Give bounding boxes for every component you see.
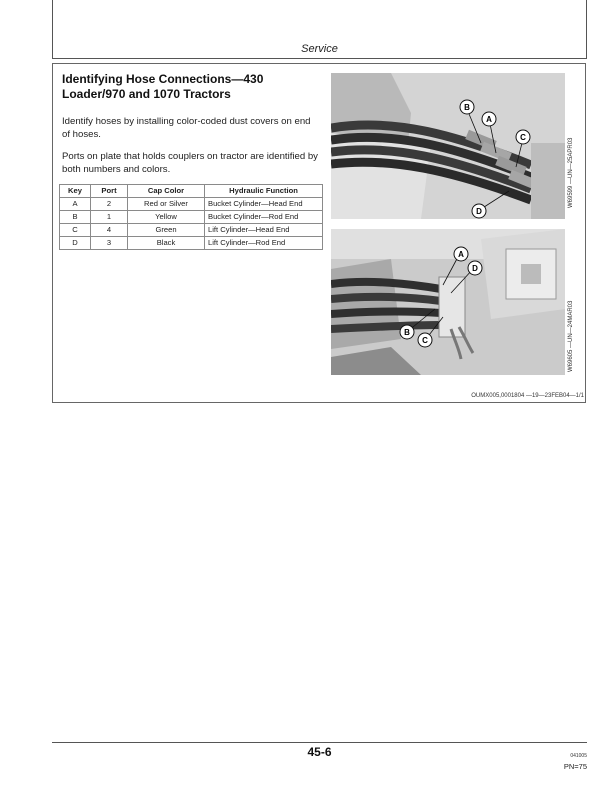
callout-a: [454, 247, 468, 261]
cell-key: A: [60, 198, 91, 211]
cell-cap-color: Black: [128, 237, 205, 250]
cell-port: 2: [91, 198, 128, 211]
cell-key: C: [60, 224, 91, 237]
cell-port: 1: [91, 211, 128, 224]
table-row: [60, 198, 323, 211]
callout-label: C: [520, 133, 526, 142]
callout-label: A: [486, 115, 492, 124]
table-row: [60, 224, 323, 237]
callout-label: A: [458, 250, 464, 259]
callout-label: D: [472, 264, 478, 273]
header-rule: [52, 58, 587, 59]
callout-d: [468, 261, 482, 275]
callout-c: [516, 130, 530, 144]
callout-b: [400, 325, 414, 339]
coupler-plate-photo: [331, 229, 565, 375]
cell-key: D: [60, 237, 91, 250]
callout-label: C: [422, 336, 428, 345]
paragraph-ports: Ports on plate that holds couplers on tractor are identified by both numbers and colors.: [62, 151, 318, 175]
figure-code: W69605 —UN—24MAR03: [568, 300, 574, 372]
callout-label: D: [476, 207, 482, 216]
cell-port: 3: [91, 237, 128, 250]
cell-cap-color: Red or Silver: [128, 198, 205, 211]
page-title: Identifying Hose Connections—430 Loader/970 and 1070 Tractors: [62, 72, 264, 101]
header-key: Key: [60, 185, 91, 198]
callout-c: [418, 333, 432, 347]
callout-label: B: [464, 103, 470, 112]
header-port: Port: [91, 185, 128, 198]
footer-rule: [52, 742, 587, 743]
cell-port: 4: [91, 224, 128, 237]
callout-label: B: [404, 328, 410, 337]
table-row: [60, 237, 323, 250]
hose-connection-table: [59, 184, 323, 250]
callout-a: [482, 112, 496, 126]
reference-code: OUMX005,0001804 —19—23FEB04—1/1: [471, 393, 584, 399]
cell-function: Bucket Cylinder—Rod End: [205, 211, 323, 224]
footer-code: 041005: [570, 753, 587, 759]
section-label: Service: [301, 43, 338, 55]
footer-pn: PN=75: [563, 762, 587, 771]
callout-d: [472, 204, 486, 218]
cell-cap-color: Yellow: [128, 211, 205, 224]
paragraph-dust-covers: Identify hoses by installing color-coded dust covers on end of hoses.: [62, 116, 311, 140]
figure-code: W69599 —UN—25APR03: [568, 137, 574, 208]
callout-b: [460, 100, 474, 114]
hose-bundle-photo: [331, 73, 565, 219]
cell-cap-color: Green: [128, 224, 205, 237]
page-number: 45-6: [307, 745, 332, 759]
cell-function: Lift Cylinder—Head End: [205, 224, 323, 237]
header-cap-color: Cap Color: [128, 185, 205, 198]
table-row: [60, 211, 323, 224]
cell-function: Lift Cylinder—Rod End: [205, 237, 323, 250]
table-header-row: [60, 185, 323, 198]
cell-function: Bucket Cylinder—Head End: [205, 198, 323, 211]
header-hydraulic-function: Hydraulic Function: [205, 185, 323, 198]
cell-key: B: [60, 211, 91, 224]
